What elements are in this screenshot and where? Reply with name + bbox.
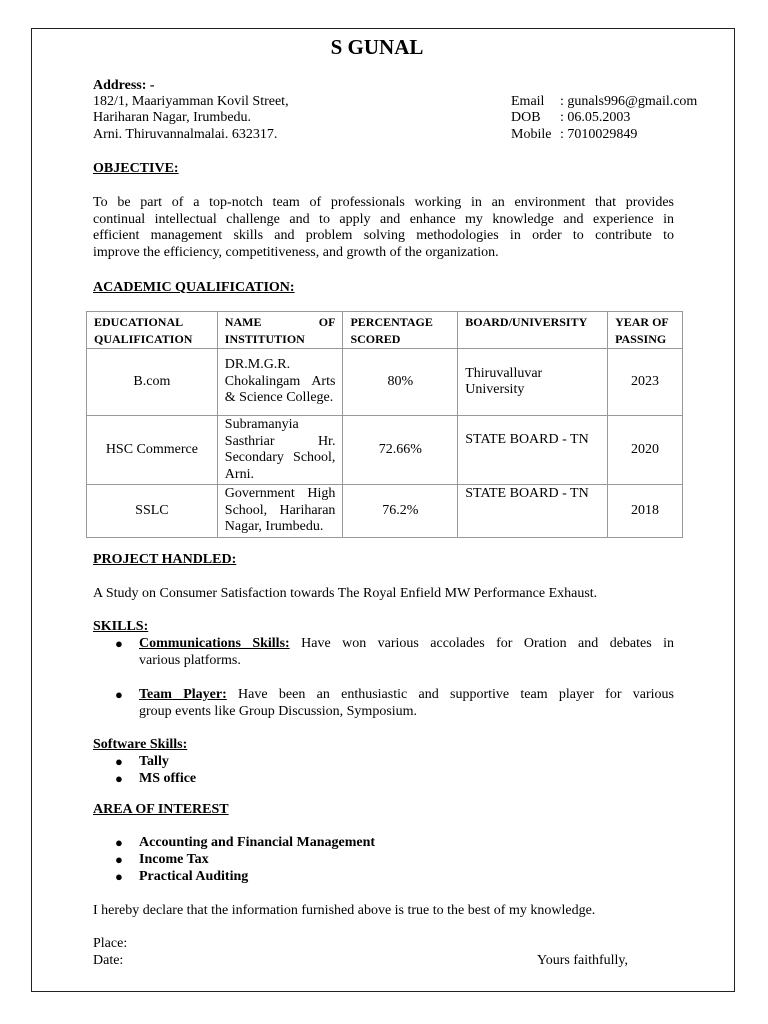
row-percentage: 76.2% <box>343 485 458 538</box>
software-item-2: MS office <box>139 771 197 786</box>
academic-table <box>86 311 683 538</box>
address-line-2: Hariharan Nagar, Irumbedu. <box>93 110 252 125</box>
dob-value: : 06.05.2003 <box>560 110 631 125</box>
skill-item-2-line-1 <box>139 687 674 704</box>
row-percentage: 72.66% <box>343 416 458 485</box>
table-row <box>87 349 683 416</box>
email-value: : gunals996@gmail.com <box>560 94 698 109</box>
row-qualification: B.com <box>87 349 218 416</box>
candidate-name: S GUNAL <box>330 35 424 59</box>
bullet-icon: ● <box>115 771 123 786</box>
row-year: 2018 <box>608 485 683 538</box>
project-text: A Study on Consumer Satisfaction towards The Royal Enfield MW Performance Exhaust. <box>93 586 598 601</box>
address-line-1: 182/1, Maariyamman Kovil Street, <box>93 94 289 109</box>
mobile-value: : 7010029849 <box>560 127 638 142</box>
bullet-icon: ● <box>115 687 123 702</box>
address-line-3: Arni. Thiruvannalmalai. 632317. <box>93 127 278 142</box>
software-heading: Software Skills: <box>93 737 188 752</box>
objective-line-2: continual intellectual challenge and to apply and enhance my knowledge and experience in <box>93 212 674 227</box>
objective-line-1: To be part of a top-notch team of professionals working in an environment that provides <box>93 195 674 210</box>
bullet-icon: ● <box>115 754 123 769</box>
software-item-1: Tally <box>139 754 169 769</box>
objective-line-3: efficient management skills and problem solving methodologies in order to contribute to <box>93 228 674 243</box>
interest-item-1: Accounting and Financial Management <box>139 835 376 850</box>
bullet-icon: ● <box>115 835 123 850</box>
row-board: STATE BOARD - TN <box>458 416 608 485</box>
skill-item-1-line-1 <box>139 636 674 653</box>
table-header-row <box>87 312 683 349</box>
row-qualification: SSLC <box>87 485 218 538</box>
col-header-qualification: EDUCATIONAL QUALIFICATION <box>87 312 218 349</box>
col-header-percentage: PERCENTAGE SCORED <box>343 312 458 349</box>
academic-heading: ACADEMIC QUALIFICATION: <box>93 280 295 295</box>
row-board: Thiruvalluvar University <box>458 349 608 416</box>
address-label: Address: - <box>93 78 155 93</box>
col-header-year: YEAR OF PASSING <box>608 312 683 349</box>
col-header-institution: NAME OF INSTITUTION <box>217 312 343 349</box>
date-label: Date: <box>93 953 124 968</box>
row-year: 2023 <box>608 349 683 416</box>
skill-desc: Have won various accolades for Oration and debates in <box>289 636 674 651</box>
table-row <box>87 485 683 538</box>
skill-title: Communications Skills: <box>139 636 290 651</box>
bullet-icon: ● <box>115 636 123 651</box>
dob-label: DOB <box>511 110 541 125</box>
skill-item-1-line-2: various platforms. <box>139 653 241 668</box>
row-year: 2020 <box>608 416 683 485</box>
bullet-icon: ● <box>115 852 123 867</box>
signoff-text: Yours faithfully, <box>537 953 629 968</box>
place-label: Place: <box>93 936 128 951</box>
interest-item-3: Practical Auditing <box>139 869 249 884</box>
skills-heading: SKILLS: <box>93 619 149 634</box>
interest-heading: AREA OF INTEREST <box>93 802 229 817</box>
skill-title: Team Player: <box>139 687 227 702</box>
row-percentage: 80% <box>343 349 458 416</box>
bullet-icon: ● <box>115 869 123 884</box>
objective-line-4: improve the efficiency, competitiveness, and growth of the organization. <box>93 245 499 260</box>
row-board: STATE BOARD - TN <box>458 485 608 538</box>
skill-item-2-line-2: group events like Group Discussion, Symposium. <box>139 704 418 719</box>
row-institution: Subramanyia Sasthriar Hr. Secondary School, Arni. <box>217 416 343 485</box>
project-heading: PROJECT HANDLED: <box>93 552 237 567</box>
interest-item-2: Income Tax <box>139 852 209 867</box>
col-header-board: BOARD/UNIVERSITY <box>458 312 608 349</box>
table-row <box>87 416 683 485</box>
row-institution: DR.M.G.R. Chokalingam Arts & Science College. <box>217 349 343 416</box>
skill-desc: Have been an enthusiastic and supportive team player for various <box>226 687 674 702</box>
declaration-text: I hereby declare that the information furnished above is true to the best of my knowledge. <box>93 903 596 918</box>
mobile-label: Mobile <box>511 127 552 142</box>
row-institution: Government High School, Hariharan Nagar, Irumbedu. <box>217 485 343 538</box>
objective-heading: OBJECTIVE: <box>93 161 179 176</box>
email-label: Email <box>511 94 545 109</box>
row-qualification: HSC Commerce <box>87 416 218 485</box>
